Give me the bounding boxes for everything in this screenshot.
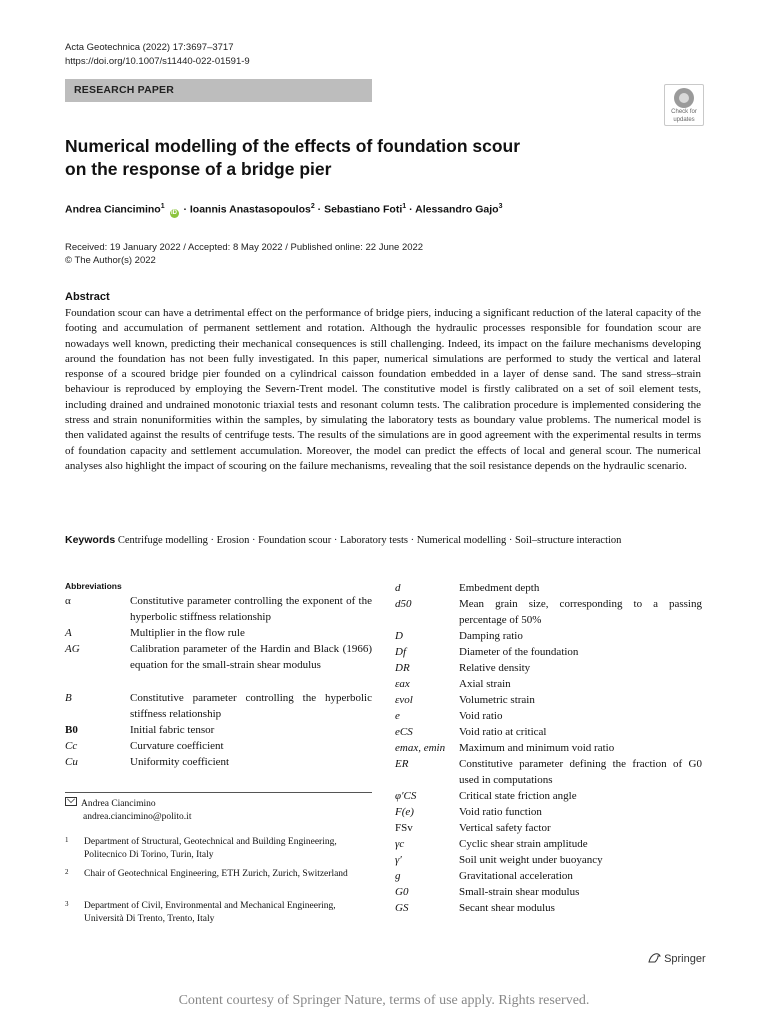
abbreviation-symbol: AG bbox=[65, 643, 80, 655]
abbreviation-definition: Relative density bbox=[459, 662, 531, 674]
copyright-line: © The Author(s) 2022 bbox=[65, 255, 156, 266]
abbreviation-symbol: εax bbox=[395, 678, 410, 690]
abbreviation-row bbox=[65, 594, 372, 625]
abbreviations-heading: Abbreviations bbox=[65, 581, 122, 591]
abbreviation-definition: Axial strain bbox=[459, 678, 511, 690]
abbreviation-definition: Mean grain size, corresponding to a passing percentage of 50% bbox=[459, 598, 702, 626]
abbreviation-symbol: d bbox=[395, 582, 401, 594]
abbreviation-symbol: DR bbox=[395, 662, 410, 674]
abbreviation-symbol: Cu bbox=[65, 756, 78, 768]
author-separator: · bbox=[183, 203, 190, 216]
abbreviation-definition: Curvature coefficient bbox=[130, 740, 224, 752]
author-name[interactable]: Sebastiano Foti bbox=[324, 203, 403, 216]
abbreviation-definition: Secant shear modulus bbox=[459, 902, 555, 914]
author-separator: · bbox=[317, 203, 325, 216]
affiliation-number: 1 bbox=[65, 836, 69, 844]
section-label: RESEARCH PAPER bbox=[74, 84, 175, 96]
affiliation-text: Chair of Geotechnical Engineering, ETH Zurich, Zurich, Switzerland bbox=[84, 869, 348, 879]
abbreviation-definition: Small-strain shear modulus bbox=[459, 886, 580, 898]
affiliation-text: Department of Civil, Environmental and Mechanical Engineering, Università Di Trento, Trento, Italy bbox=[84, 901, 336, 924]
abbreviation-symbol: GS bbox=[395, 902, 409, 914]
orcid-icon[interactable]: iD bbox=[171, 209, 178, 216]
abbreviation-definition: Multiplier in the flow rule bbox=[130, 627, 245, 639]
abbreviation-symbol: α bbox=[65, 595, 71, 607]
abbreviation-symbol: B0 bbox=[65, 724, 78, 736]
keywords-text: Centrifuge modelling · Erosion · Foundation scour · Laboratory tests · Numerical modelling · Soil–structure interaction bbox=[117, 535, 622, 546]
abbreviation-definition: Void ratio function bbox=[459, 806, 542, 818]
abbreviation-definition: Diameter of the foundation bbox=[459, 646, 579, 658]
author-separator: · bbox=[409, 203, 416, 216]
keywords bbox=[65, 532, 701, 549]
abbreviation-symbol: γ′ bbox=[395, 854, 402, 866]
publication-dates bbox=[65, 241, 423, 267]
corresponding-email[interactable]: andrea.ciancimino@polito.it bbox=[83, 812, 192, 822]
abbreviation-symbol: Df bbox=[395, 646, 406, 658]
correspondence bbox=[65, 797, 191, 824]
author-affiliation-mark: 3 bbox=[498, 203, 503, 210]
author-name[interactable]: Ioannis Anastasopoulos bbox=[189, 203, 311, 216]
abbreviation-definition: Constitutive parameter controlling the hyperbolic stiffness relationship bbox=[130, 692, 372, 720]
abbreviation-symbol: φ′CS bbox=[395, 790, 417, 802]
abstract-heading: Abstract bbox=[65, 291, 110, 303]
check-updates-icon bbox=[674, 88, 694, 108]
abbreviation-definition: Initial fabric tensor bbox=[130, 724, 215, 736]
author-affiliation-mark: 1 bbox=[402, 203, 407, 210]
abbreviation-symbol: e bbox=[395, 710, 400, 722]
abbreviation-definition: Embedment depth bbox=[459, 582, 540, 594]
article-title bbox=[65, 135, 625, 181]
abbreviation-definition: Vertical safety factor bbox=[459, 822, 551, 834]
check-updates-line-1: Check for bbox=[671, 109, 697, 115]
affiliation-number: 3 bbox=[65, 900, 69, 908]
publisher-name: Springer bbox=[664, 953, 706, 965]
affiliation-text: Department of Structural, Geotechnical and Building Engineering, Politecnico Di Torino, Turin, Italy bbox=[84, 837, 337, 860]
section-banner bbox=[65, 79, 372, 102]
abbreviation-symbol: g bbox=[395, 870, 401, 882]
abbreviation-symbol: d50 bbox=[395, 598, 412, 610]
author-list bbox=[65, 203, 502, 218]
abbreviation-definition: Cyclic shear strain amplitude bbox=[459, 838, 588, 850]
affiliation-number: 2 bbox=[65, 868, 69, 876]
keywords-label: Keywords bbox=[65, 534, 116, 546]
check-updates-line-2: updates bbox=[673, 116, 695, 123]
content-courtesy-footer: Content courtesy of Springer Nature, terms of use apply. Rights reserved. bbox=[178, 993, 590, 1008]
abbreviation-definition: Uniformity coefficient bbox=[130, 756, 230, 768]
journal-citation: Acta Geotechnica (2022) 17:3697–3717 bbox=[65, 42, 234, 53]
abbreviation-symbol: emax, emin bbox=[395, 742, 446, 754]
abbreviation-definition: Gravitational acceleration bbox=[459, 870, 573, 882]
abstract-text: Foundation scour can have a detrimental effect on the performance of bridge piers, inducing a significant reduction of the lateral capacity of the footing and accumulation of permanent settlement and rotation. Although the hydraulic processes responsible for foundation scour are nowadays well known, predicting their mechanical consequences is still challenging. Indeed, its impact on the failure mechanisms developing around the foundation has not been fully investigated. In this paper, numerical simulations are performed to study the vertical and lateral response of a scoured bridge pier founded on a cylindrical caisson foundation embedded in a layer of dense sand. The sand stress–strain behaviour is reproduced by employing the Severn-Trent model. The constitutive model is firstly calibrated on a set of soil element tests, including drained and undrained monotonic triaxial tests and resonant column tests. The calibration procedure is implemented considering the stress and strain nonuniformities within the samples, by simulating the laboratory tests as boundary value problems. The numerical model is then validated against the results of centrifuge tests. The results of the simulations are in good agreement with the experimental results in terms of foundation capacity and settlement accumulation. Moreover, the model can predict the effects of local and general scour. The numerical analyses also highlight the impact of scouring on the failure mechanisms, revealing that the soil resistance depends on the hydraulic scenario. bbox=[65, 307, 701, 472]
abbreviation-symbol: B bbox=[65, 692, 72, 704]
envelope-icon bbox=[65, 797, 77, 806]
author-name[interactable]: Alessandro Gajo bbox=[415, 203, 499, 216]
abbreviation-definition: Maximum and minimum void ratio bbox=[459, 742, 615, 754]
abbreviation-definition: Void ratio at critical bbox=[459, 726, 547, 738]
footnote-divider bbox=[65, 792, 372, 793]
abbreviation-definition: Void ratio bbox=[459, 710, 503, 722]
abbreviation-symbol: F(e) bbox=[395, 806, 414, 818]
abbreviation-definition: Soil unit weight under buoyancy bbox=[459, 854, 603, 866]
dates-line: Received: 19 January 2022 / Accepted: 8 May 2022 / Published online: 22 June 2022 bbox=[65, 242, 424, 253]
author-affiliation-mark: 2 bbox=[310, 203, 315, 210]
doi-link[interactable]: https://doi.org/10.1007/s11440-022-01591-9 bbox=[65, 56, 250, 67]
abbreviation-definition: Calibration parameter of the Hardin and Black (1966) equation for the small-strain shear modulus bbox=[130, 643, 372, 671]
author-affiliation-mark: 1 bbox=[160, 203, 165, 210]
abbreviation-symbol: A bbox=[65, 627, 72, 639]
abbreviation-definition: Constitutive parameter controlling the exponent of the hyperbolic stiffness relationship bbox=[130, 595, 372, 623]
abbreviation-definition: Critical state friction angle bbox=[459, 790, 577, 802]
title-line-1: Numerical modelling of the effects of foundation scour bbox=[65, 136, 521, 156]
abbreviation-symbol: γc bbox=[395, 838, 405, 850]
publisher-logo bbox=[648, 952, 706, 965]
abbreviation-symbol: D bbox=[395, 630, 403, 642]
title-line-2: on the response of a bridge pier bbox=[65, 159, 332, 179]
abbreviation-definition: Constitutive parameter defining the fraction of G0 used in computations bbox=[459, 758, 702, 786]
abbreviation-symbol: G0 bbox=[395, 886, 409, 898]
abbreviation-symbol: εvol bbox=[395, 694, 413, 706]
abbreviation-definition: Damping ratio bbox=[459, 630, 523, 642]
abbreviation-symbol: ER bbox=[395, 758, 409, 770]
springer-horse-icon bbox=[648, 952, 661, 963]
abbreviation-symbol: Cc bbox=[65, 740, 78, 752]
check-for-updates-badge[interactable] bbox=[664, 84, 704, 126]
abbreviation-symbol: eCS bbox=[395, 726, 413, 738]
author-name[interactable]: Andrea Ciancimino bbox=[65, 203, 161, 216]
abbreviation-symbol: FSv bbox=[395, 822, 413, 834]
corresponding-author: Andrea Ciancimino bbox=[81, 799, 156, 809]
abbreviation-definition: Volumetric strain bbox=[459, 694, 535, 706]
